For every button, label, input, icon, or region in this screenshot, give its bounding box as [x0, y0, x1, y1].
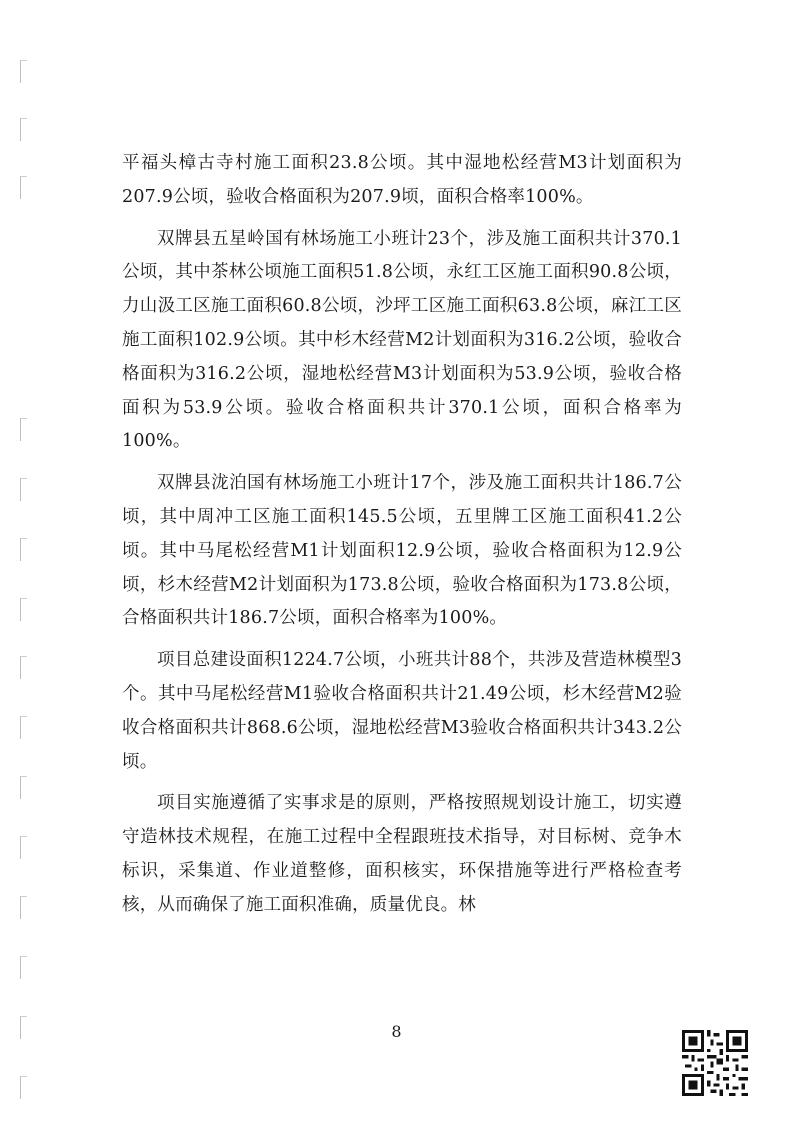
body-text: [122, 147, 682, 931]
binding-edge-mark: [20, 176, 27, 199]
binding-edge-mark: [20, 716, 27, 739]
paragraph: 项目总建设面积1224.7公顷，小班共计88个，共涉及营造林模型3个。其中马尾松经营M1验收合格面积共计21.49公顷，杉木经营M2验收合格面积共计868.6公顷，湿地松经营M3验收合格面积共计343.2公顷。: [122, 650, 682, 772]
binding-edge-mark: [20, 1076, 27, 1099]
page-number: 8: [391, 1022, 402, 1041]
binding-edge-mark: [20, 956, 27, 979]
binding-edge-mark: [20, 60, 27, 83]
binding-edge-mark: [20, 896, 27, 919]
paragraph: 双牌县泷泊国有林场施工小班计17个，涉及施工面积共计186.7公顷，其中周冲工区施工面积145.5公顷，五里牌工区施工面积41.2公顷。其中马尾松经营M1计划面积12.9公顷，验收合格面积为12.9公顷，杉木经营M2计划面积为173.8公顷，验收合格面积为173.8公顷，合格面积共计186.7公顷，面积合格率为100%。: [122, 473, 682, 629]
qr-code-icon: [682, 1030, 748, 1096]
paragraph: 双牌县五星岭国有林场施工小班计23个，涉及施工面积共计370.1公顷，其中茶林公顷施工面积51.8公顷，永红工区施工面积90.8公顷，力山汲工区施工面积60.8公顷，沙坪工区施工面积63.8公顷，麻江工区施工面积102.9公顷。其中杉木经营M2计划面积为316.2公顷，验收合格面积为316.2公顷，湿地松经营M3计划面积为53.9公顷，验收合格面积为53.9公顷。验收合格面积共计370.1公顷，面积合格率为100%。: [122, 228, 682, 452]
paragraph: 项目实施遵循了实事求是的原则，严格按照规划设计施工，切实遵守造林技术规程，在施工过程中全程跟班技术指导，对目标树、竞争木标识，采集道、作业道整修，面积核实，环保措施等进行严格检查考核，从而确保了施工面积准确，质量优良。林: [122, 793, 682, 915]
binding-edge-mark: [20, 538, 27, 561]
binding-edge-mark: [20, 118, 27, 141]
binding-edge-mark: [20, 836, 27, 859]
binding-edge-mark: [20, 656, 27, 679]
binding-edge-mark: [20, 418, 27, 441]
binding-edge-mark: [20, 776, 27, 799]
binding-edge-mark: [20, 598, 27, 621]
paragraph: 平福头樟古寺村施工面积23.8公顷。其中湿地松经营M3计划面积为207.9公顷，验收合格面积为207.9顷，面积合格率100%。: [122, 153, 682, 207]
binding-edge-mark: [20, 478, 27, 501]
